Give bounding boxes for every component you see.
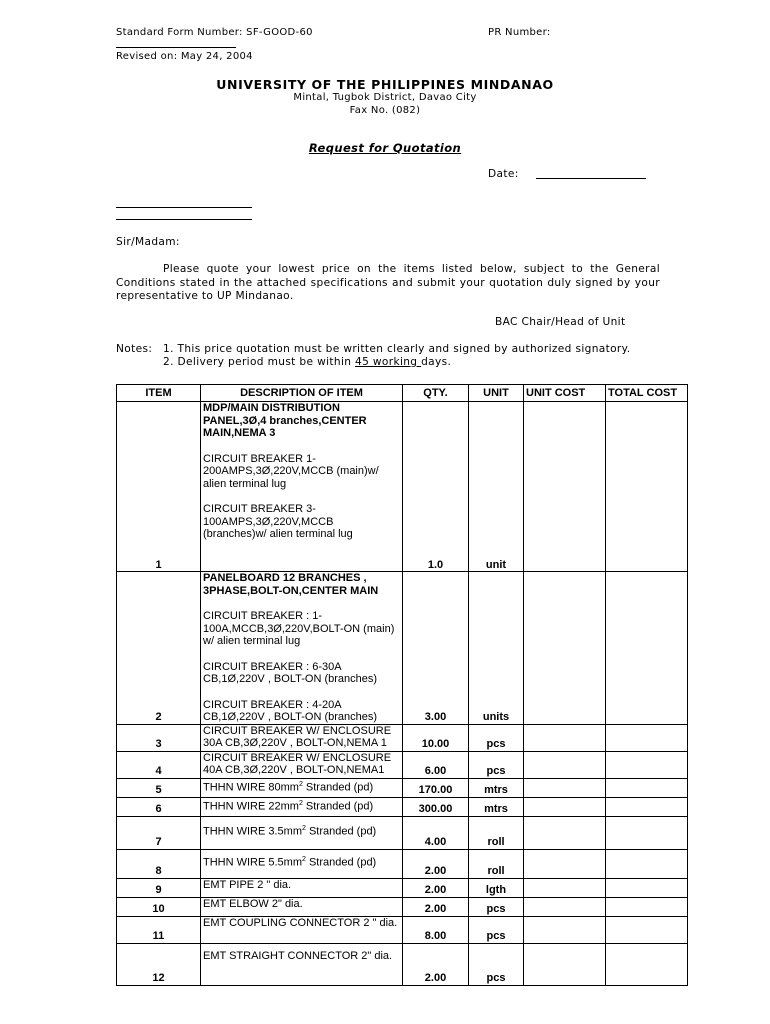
item-description <box>201 778 403 797</box>
unit-cost-cell[interactable] <box>524 402 606 572</box>
salutation: Sir/Madam: <box>116 236 180 248</box>
note-2-suffix: days. <box>421 356 452 368</box>
header-total-cost: TOTAL COST <box>606 385 688 402</box>
item-number: 12 <box>117 943 201 985</box>
total-cost-cell[interactable] <box>606 916 688 943</box>
form-number: Standard Form Number: SF-GOOD-60 <box>116 27 313 38</box>
body-paragraph: Please quote your lowest price on the items listed below, subject to the General Conditions stated in the attached specifications and submit your quotation duly signed by your representative to UP Mindanao. <box>116 263 660 302</box>
table-header-row <box>117 385 688 402</box>
unit-cost-cell[interactable] <box>524 916 606 943</box>
item-number: 10 <box>117 897 201 916</box>
desc-superscript: 2 <box>302 855 306 863</box>
item-unit: lgth <box>469 878 524 897</box>
item-qty: 2.00 <box>403 897 469 916</box>
desc-line: CIRCUIT BREAKER : 4-20A CB,1Ø,220V , BOLT-ON (branches) <box>203 698 378 723</box>
item-description <box>201 572 403 725</box>
table-row <box>117 797 688 816</box>
note-2-underlined: 45 working <box>355 356 422 368</box>
institution-address: Mintal, Tugbok District, Davao City <box>293 92 477 103</box>
header-unit: UNIT <box>469 385 524 402</box>
item-description <box>201 402 403 572</box>
desc-line: CIRCUIT BREAKER : 6-30A CB,1Ø,220V , BOLT-ON (branches) <box>203 660 378 685</box>
item-number: 2 <box>117 572 201 725</box>
pr-number-label: PR Number: <box>488 27 551 38</box>
desc-text: Stranded (pd) <box>302 800 374 813</box>
desc-text: Stranded (pd) <box>305 825 377 838</box>
total-cost-cell[interactable] <box>606 797 688 816</box>
table-row <box>117 816 688 849</box>
item-unit: pcs <box>469 751 524 778</box>
unit-cost-cell[interactable] <box>524 849 606 878</box>
unit-cost-cell[interactable] <box>524 897 606 916</box>
institution-name: UNIVERSITY OF THE PHILIPPINES MINDANAO <box>216 77 554 92</box>
desc-text: Stranded (pd) <box>302 781 374 794</box>
item-unit: units <box>469 572 524 725</box>
item-number: 7 <box>117 816 201 849</box>
item-qty: 8.00 <box>403 916 469 943</box>
item-number: 11 <box>117 916 201 943</box>
item-number: 3 <box>117 724 201 751</box>
desc-text: THHN WIRE 5.5mm <box>203 856 302 869</box>
item-description: EMT PIPE 2 " dia. <box>201 878 403 897</box>
desc-superscript: 2 <box>298 799 303 807</box>
item-description: CIRCUIT BREAKER W/ ENCLOSURE 30A CB,3Ø,220V , BOLT-ON,NEMA 1 <box>201 724 403 751</box>
header-unit-cost: UNIT COST <box>524 385 606 402</box>
total-cost-cell[interactable] <box>606 816 688 849</box>
signatory-label: BAC Chair/Head of Unit <box>495 316 626 328</box>
desc-superscript: 2 <box>302 824 306 832</box>
notes-label: Notes: <box>116 343 153 355</box>
item-qty: 3.00 <box>403 572 469 725</box>
item-unit: pcs <box>469 943 524 985</box>
unit-cost-cell[interactable] <box>524 816 606 849</box>
item-qty: 6.00 <box>403 751 469 778</box>
page-title: Request for Quotation <box>308 141 462 155</box>
desc-text: THHN WIRE 80mm <box>203 781 299 794</box>
header-description: DESCRIPTION OF ITEM <box>201 385 403 402</box>
unit-cost-cell[interactable] <box>524 751 606 778</box>
item-number: 6 <box>117 797 201 816</box>
unit-cost-cell[interactable] <box>524 778 606 797</box>
total-cost-cell[interactable] <box>606 751 688 778</box>
item-description: EMT COUPLING CONNECTOR 2 " dia. <box>201 916 403 943</box>
table-row <box>117 897 688 916</box>
revised-date: Revised on: May 24, 2004 <box>116 51 253 62</box>
total-cost-cell[interactable] <box>606 402 688 572</box>
item-number: 1 <box>117 402 201 572</box>
item-qty: 2.00 <box>403 878 469 897</box>
item-qty: 1.0 <box>403 402 469 572</box>
item-number: 8 <box>117 849 201 878</box>
item-unit: pcs <box>469 897 524 916</box>
item-description <box>201 849 403 878</box>
item-description <box>201 797 403 816</box>
desc-line: PANELBOARD 12 BRANCHES , 3PHASE,BOLT-ON,CENTER MAIN <box>203 572 379 597</box>
desc-text: THHN WIRE 3.5mm <box>203 825 302 838</box>
desc-superscript: 2 <box>298 780 303 788</box>
table-row <box>117 572 688 725</box>
desc-line: CIRCUIT BREAKER 3-100AMPS,3Ø,220V,MCCB (branches)w/ alien terminal lug <box>203 503 353 540</box>
table-row <box>117 724 688 751</box>
desc-line: CIRCUIT BREAKER : 1-100A,MCCB,3Ø,220V,BOLT-ON (main) w/ alien terminal lug <box>203 610 395 647</box>
date-label: Date: <box>488 168 519 180</box>
total-cost-cell[interactable] <box>606 943 688 985</box>
header-item: ITEM <box>117 385 201 402</box>
item-description <box>201 816 403 849</box>
item-number: 9 <box>117 878 201 897</box>
table-row <box>117 402 688 572</box>
total-cost-cell[interactable] <box>606 572 688 725</box>
note-2-prefix: 2. Delivery period must be within <box>163 356 356 368</box>
date-field-line[interactable] <box>536 178 646 179</box>
item-number: 5 <box>117 778 201 797</box>
total-cost-cell[interactable] <box>606 849 688 878</box>
item-description: EMT ELBOW 2" dia. <box>201 897 403 916</box>
form-number-underline <box>116 47 236 48</box>
unit-cost-cell[interactable] <box>524 724 606 751</box>
note-1: 1. This price quotation must be written clearly and signed by authorized signatory. <box>163 343 631 355</box>
note-2 <box>163 356 451 368</box>
item-unit: pcs <box>469 724 524 751</box>
item-unit: unit <box>469 402 524 572</box>
table-row <box>117 778 688 797</box>
total-cost-cell[interactable] <box>606 724 688 751</box>
item-unit: roll <box>469 816 524 849</box>
desc-text: Stranded (pd) <box>305 856 377 869</box>
recipient-line-2[interactable] <box>116 219 252 220</box>
total-cost-cell[interactable] <box>606 897 688 916</box>
table-row <box>117 751 688 778</box>
item-unit: mtrs <box>469 778 524 797</box>
item-qty: 10.00 <box>403 724 469 751</box>
total-cost-cell[interactable] <box>606 878 688 897</box>
header-qty: QTY. <box>403 385 469 402</box>
desc-line: CIRCUIT BREAKER 1-200AMPS,3Ø,220V,MCCB (main)w/ alien terminal lug <box>203 452 379 490</box>
table-row <box>117 943 688 985</box>
item-unit: roll <box>469 849 524 878</box>
item-description: CIRCUIT BREAKER W/ ENCLOSURE 40A CB,3Ø,220V , BOLT-ON,NEMA1 <box>201 751 403 778</box>
unit-cost-cell[interactable] <box>524 797 606 816</box>
recipient-line-1[interactable] <box>116 207 252 208</box>
item-qty: 170.00 <box>403 778 469 797</box>
item-unit: pcs <box>469 916 524 943</box>
item-qty: 4.00 <box>403 816 469 849</box>
desc-text: THHN WIRE 22mm <box>203 800 299 813</box>
items-table <box>116 384 688 986</box>
unit-cost-cell[interactable] <box>524 878 606 897</box>
table-row <box>117 849 688 878</box>
table-row <box>117 878 688 897</box>
item-description: EMT STRAIGHT CONNECTOR 2" dia. <box>201 943 403 985</box>
unit-cost-cell[interactable] <box>524 943 606 985</box>
item-qty: 2.00 <box>403 849 469 878</box>
item-number: 4 <box>117 751 201 778</box>
item-qty: 300.00 <box>403 797 469 816</box>
item-qty: 2.00 <box>403 943 469 985</box>
unit-cost-cell[interactable] <box>524 572 606 725</box>
item-unit: mtrs <box>469 797 524 816</box>
institution-fax: Fax No. (082) <box>349 105 421 116</box>
desc-line: MDP/MAIN DISTRIBUTION PANEL,3Ø,4 branches,CENTER MAIN,NEMA 3 <box>203 402 367 439</box>
table-row <box>117 916 688 943</box>
total-cost-cell[interactable] <box>606 778 688 797</box>
